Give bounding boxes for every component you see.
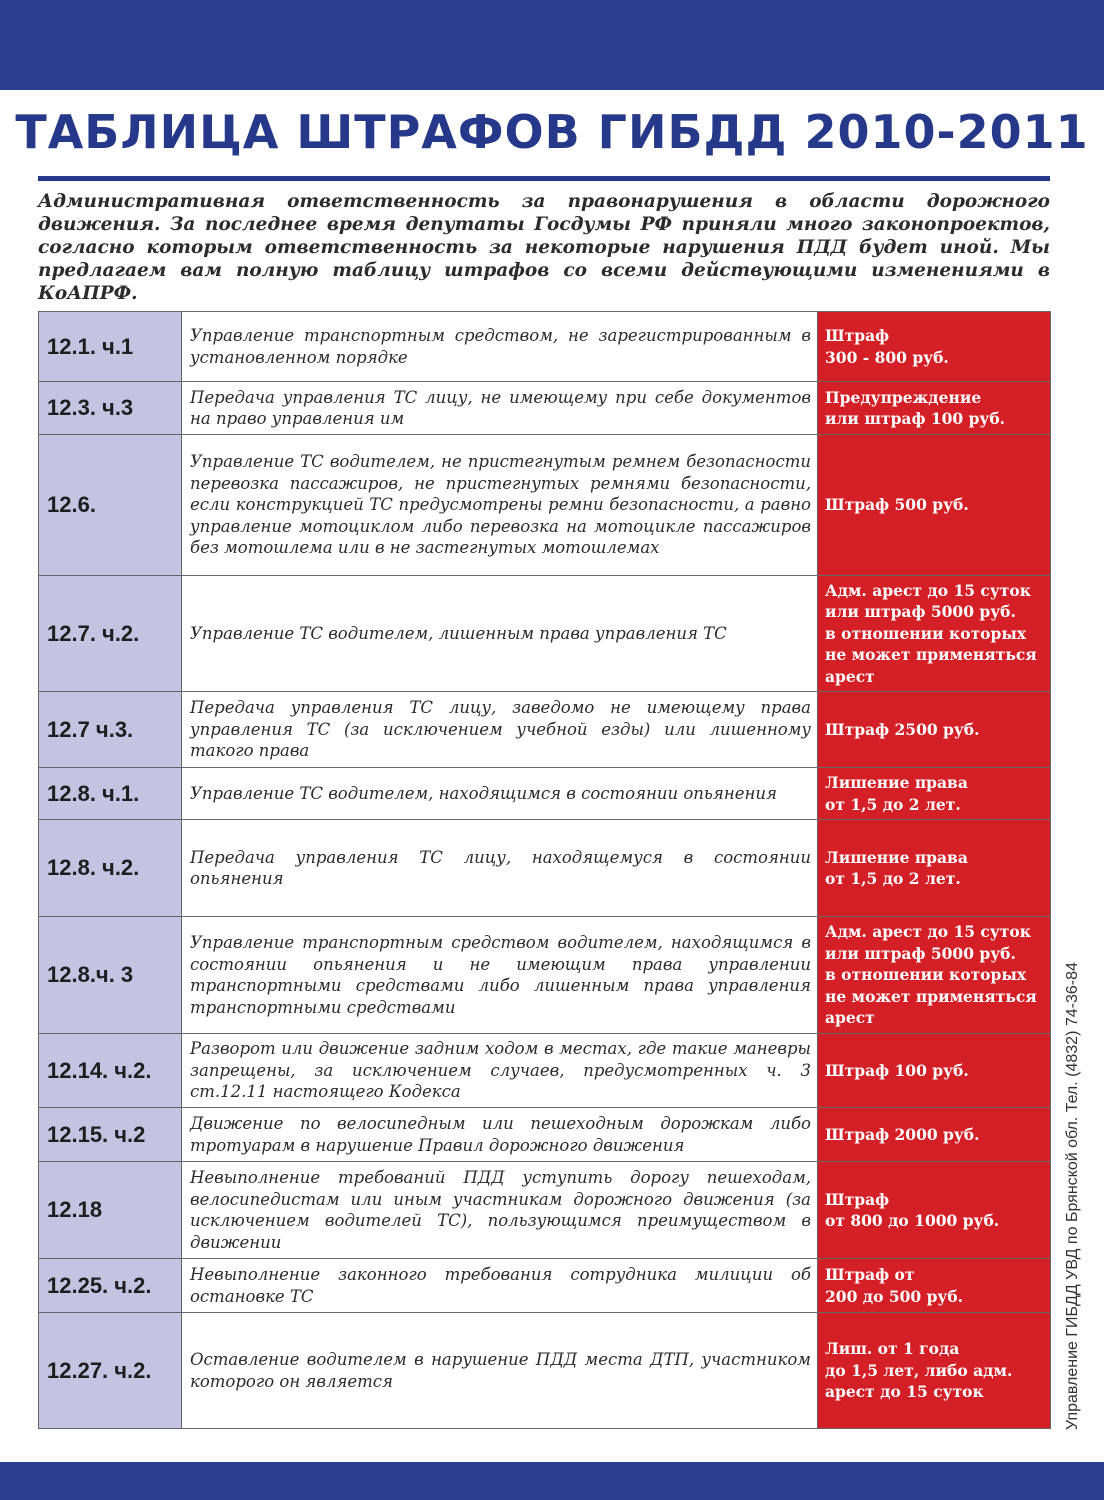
table-row <box>39 768 1051 820</box>
description-cell <box>182 1313 818 1429</box>
violation-description: Управление ТС водителем, находящимся в состоянии опьянения <box>190 783 777 803</box>
violation-description: Управление ТС водителем, лишенным права управления ТС <box>190 623 727 643</box>
penalty-cell <box>818 1162 1051 1259</box>
table-row <box>39 917 1051 1034</box>
penalty-text: Штраф от 200 до 500 руб. <box>825 1265 964 1306</box>
penalty-cell <box>818 1034 1051 1108</box>
penalty-text: Штраф 2000 руб. <box>825 1124 980 1144</box>
table-row <box>39 1162 1051 1259</box>
penalty-cell <box>818 820 1051 917</box>
penalty-cell <box>818 382 1051 435</box>
penalty-cell <box>818 917 1051 1034</box>
intro-paragraph: Административная ответственность за правонарушения в области дорожного движения. За последнее время депутаты Госдумы РФ приняли много законопроектов, согласно которым ответственность за некоторые нарушения ПДД будет иной. Мы предлагаем вам полную таблицу штрафов со всеми действующими изменениями в КоАПРФ. <box>38 191 1050 304</box>
penalty-text: Штраф 300 - 800 руб. <box>825 326 949 367</box>
article-cell <box>39 1162 182 1259</box>
article-cell <box>39 768 182 820</box>
description-cell <box>182 1259 818 1313</box>
description-cell <box>182 692 818 768</box>
description-cell <box>182 435 818 576</box>
article-number: 12.3. ч.3 <box>47 395 134 420</box>
table-row <box>39 435 1051 576</box>
description-cell <box>182 917 818 1034</box>
table-row <box>39 1108 1051 1162</box>
description-cell <box>182 576 818 692</box>
article-cell <box>39 1313 182 1429</box>
article-number: 12.27. ч.2. <box>47 1357 152 1383</box>
violation-description: Передача управления ТС лицу, находящемуся в состоянии опьянения <box>190 847 811 888</box>
violation-description: Управление ТС водителем, не пристегнутым ремнем безопасности перевозка пассажиров, не пристегнутых ремнями безопасности, если конструкцией ТС предусмотрены ремни безопасности, а равно управление мотоциклом либо перевозка на мотоцикле пассажиров без мотошлема или в не застегнутых мотошлемах <box>190 452 811 558</box>
page-title: ТАБЛИЦА ШТРАФОВ ГИБДД 2010-2011 <box>15 105 1089 159</box>
penalty-cell <box>818 1259 1051 1313</box>
violation-description: Оставление водителем в нарушение ПДД места ДТП, участником которого он является <box>190 1350 811 1391</box>
article-number: 12.8. ч.2. <box>47 855 140 880</box>
description-cell <box>182 1162 818 1259</box>
article-number: 12.1. ч.1 <box>47 333 134 359</box>
title-divider <box>38 176 1050 181</box>
article-number: 12.14. ч.2. <box>47 1057 152 1083</box>
description-cell <box>182 768 818 820</box>
table-row <box>39 1259 1051 1313</box>
penalty-text: Адм. арест до 15 суток или штраф 5000 руб. в отношении которых не может применяться арест <box>825 922 1037 1028</box>
article-number: 12.25. ч.2. <box>47 1272 152 1298</box>
contact-note: Управление ГИБДД УВД по Брянской обл. Тел. (4832) 74-36-84 <box>1064 962 1081 1430</box>
penalty-cell <box>818 435 1051 576</box>
penalty-cell <box>818 576 1051 692</box>
article-cell <box>39 917 182 1034</box>
top-band <box>0 0 1104 90</box>
article-cell <box>39 1259 182 1313</box>
penalty-text: Штраф 100 руб. <box>825 1060 969 1080</box>
table-row <box>39 820 1051 917</box>
penalty-text: Штраф 2500 руб. <box>825 719 980 739</box>
violation-description: Разворот или движение задним ходом в местах, где такие маневры запрещены, за исключением случаев, предусмотренных ч. 3 ст.12.11 настоящего Кодекса <box>190 1039 811 1102</box>
bottom-band <box>0 1462 1104 1500</box>
penalty-cell <box>818 312 1051 382</box>
article-number: 12.6. <box>47 492 96 517</box>
article-cell <box>39 576 182 692</box>
penalty-text: Лишение права от 1,5 до 2 лет. <box>825 773 968 814</box>
table-row <box>39 692 1051 768</box>
violation-description: Передача управления ТС лицу, не имеющему при себе документов на право управления им <box>190 387 811 428</box>
article-number: 12.15. ч.2 <box>47 1121 146 1147</box>
article-cell <box>39 312 182 382</box>
article-cell <box>39 382 182 435</box>
penalty-cell <box>818 1313 1051 1429</box>
violation-description: Невыполнение законного требования сотрудника милиции об остановке ТС <box>190 1265 811 1306</box>
penalty-text: Предупреждение или штраф 100 руб. <box>825 387 1006 428</box>
fines-table <box>38 311 1051 1429</box>
table-row <box>39 382 1051 435</box>
article-cell <box>39 820 182 917</box>
article-number: 12.7 ч.3. <box>47 716 134 742</box>
penalty-text: Штраф 500 руб. <box>825 495 969 515</box>
penalty-text: Адм. арест до 15 суток или штраф 5000 руб. в отношении которых не может применяться арест <box>825 580 1037 686</box>
violation-description: Управление транспортным средством, не зарегистрированным в установленном порядке <box>190 326 811 367</box>
description-cell <box>182 1108 818 1162</box>
table-row <box>39 1034 1051 1108</box>
penalty-text: Лиш. от 1 года до 1,5 лет, либо адм. арест до 15 суток <box>825 1339 1013 1402</box>
penalty-cell <box>818 768 1051 820</box>
penalty-cell <box>818 1108 1051 1162</box>
table-row <box>39 312 1051 382</box>
violation-description: Передача управления ТС лицу, заведомо не имеющему права управления ТС (за исключением учебной езды) или лишенному такого права <box>190 698 811 761</box>
article-number: 12.18 <box>47 1197 103 1222</box>
penalty-text: Штраф от 800 до 1000 руб. <box>825 1189 1000 1230</box>
description-cell <box>182 382 818 435</box>
violation-description: Невыполнение требований ПДД уступить дорогу пешеходам, велосипедистам или иным участникам дорожного движения (за исключением водителей ТС), пользующимся преимуществом в движении <box>190 1168 811 1252</box>
article-cell <box>39 1108 182 1162</box>
article-cell <box>39 692 182 768</box>
article-cell <box>39 1034 182 1108</box>
description-cell <box>182 1034 818 1108</box>
violation-description: Управление транспортным средством водителем, находящимся в состоянии опьянения и не имеющим права управлении транспортными средствами либо лишенным права управления транспортными средствами <box>190 933 811 1017</box>
table-row <box>39 1313 1051 1429</box>
article-number: 12.8.ч. 3 <box>47 962 134 987</box>
table-row <box>39 576 1051 692</box>
description-cell <box>182 312 818 382</box>
article-cell <box>39 435 182 576</box>
description-cell <box>182 820 818 917</box>
article-number: 12.8. ч.1. <box>47 780 140 806</box>
penalty-cell <box>818 692 1051 768</box>
penalty-text: Лишение права от 1,5 до 2 лет. <box>825 847 968 888</box>
violation-description: Движение по велосипедным или пешеходным дорожкам либо тротуарам в нарушение Правил дорожного движения <box>190 1114 811 1155</box>
article-number: 12.7. ч.2. <box>47 620 140 646</box>
